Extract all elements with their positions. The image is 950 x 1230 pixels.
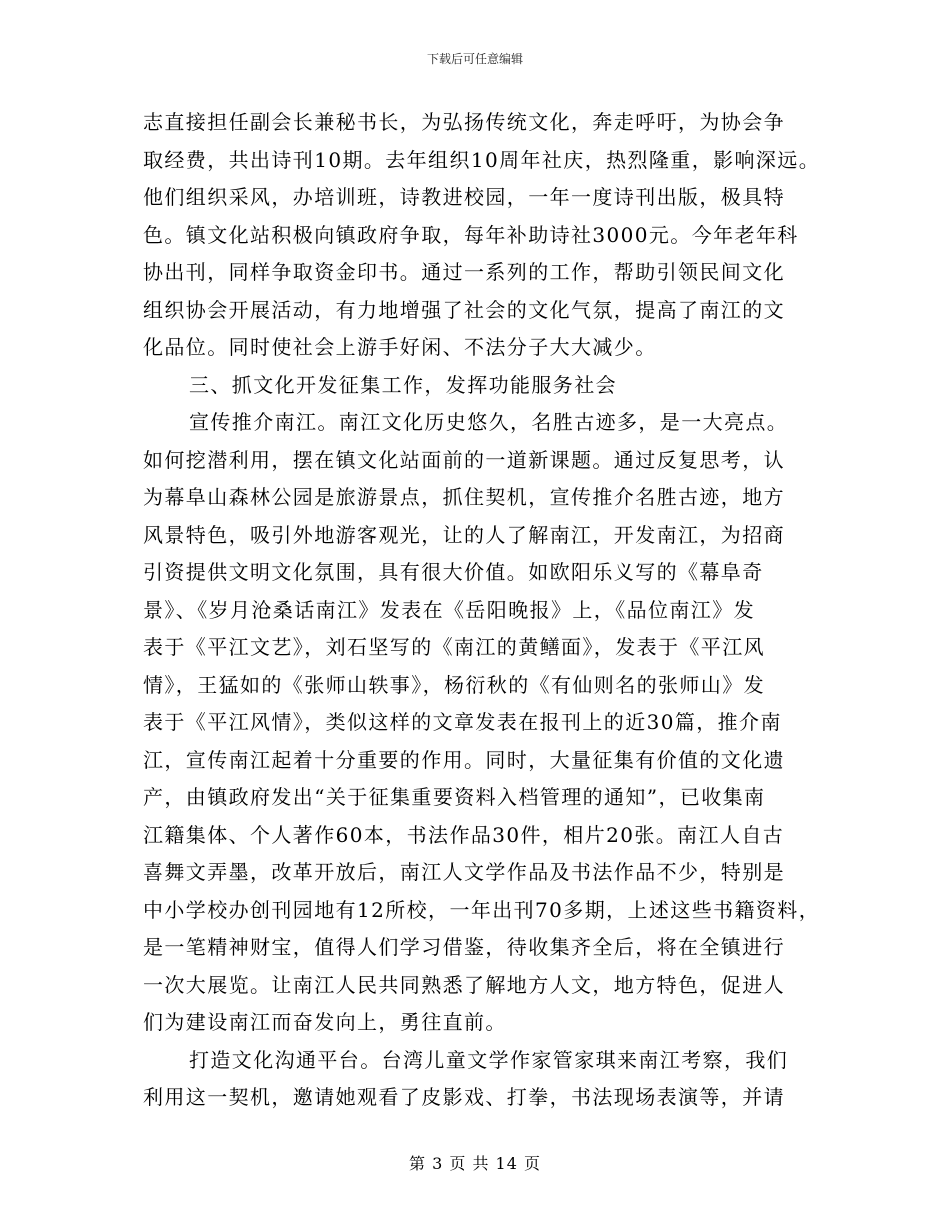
text-line: 利用这一契机，邀请她观看了皮影戏、打拳，书法现场表演等，并请 <box>143 1085 785 1109</box>
text-line: 产，由镇政府发出“关于征集重要资料入档管理的通知”，已收集南 <box>143 785 766 809</box>
text-line: 喜舞文弄墨，改革开放后，南江人文学作品及书法作品不少，特别是 <box>143 860 785 884</box>
text-line: 是一笔精神财宝，值得人们学习借鉴，待收集齐全后，将在全镇进行 <box>143 935 785 959</box>
text-line: 们为建设南江而奋发向上，勇往直前。 <box>143 1010 507 1034</box>
text-line: 江，宣传南江起着十分重要的作用。同时，大量征集有价值的文化遗 <box>143 747 785 772</box>
text-line: 协出刊，同样争取资金印书。通过一系列的工作，帮助引领民间文化 <box>143 260 785 284</box>
text-line: 情》，王猛如的《张师山轶事》，杨衍秋的《有仙则名的张师山》发 <box>143 672 765 697</box>
text-line: 为幕阜山森林公园是旅游景点，抓住契机，宣传推介名胜古迹，地方 <box>143 485 785 509</box>
text-line: 三、抓文化开发征集工作，发挥功能服务社会 <box>189 372 617 397</box>
text-line: 表于《平江风情》，类似这样的文章发表在报刊上的近30篇，推介南 <box>143 710 782 734</box>
text-line: 表于《平江文艺》，刘石坚写的《南江的黄鳝面》，发表于《平江风 <box>143 635 765 659</box>
page-header: 下载后可任意编辑 <box>426 52 523 66</box>
text-line: 景》、《岁月沧桑话南江》发表在《岳阳晚报》上，《品位南江》发 <box>143 597 755 622</box>
text-line: 如何挖潜利用，摆在镇文化站面前的一道新课题。通过反复思考，认 <box>143 447 785 472</box>
text-line: 宣传推介南江。南江文化历史悠久，名胜古迹多，是一大亮点。 <box>189 410 789 434</box>
document-body <box>143 104 843 1117</box>
page-number-footer: 第 3 页 共 14 页 <box>409 1154 541 1173</box>
text-line: 引资提供文明文化氛围，具有很大价值。如欧阳乐义写的《幕阜奇 <box>143 560 764 584</box>
text-line: 志直接担任副会长兼秘书长，为弘扬传统文化，奔走呼吁，为协会争 <box>143 110 785 134</box>
text-line: 江籍集体、个人著作60本，书法作品30件，相片20张。南江人自古 <box>143 822 785 847</box>
text-line: 风景特色，吸引外地游客观光，让的人了解南江，开发南江，为招商 <box>143 522 785 547</box>
text-line: 取经费，共出诗刊10期。去年组织10周年社庆，热烈隆重，影响深远。 <box>143 147 821 172</box>
text-line: 组织协会开展活动，有力地增强了社会的文化气氛，提高了南江的文 <box>143 297 785 322</box>
text-line: 色。镇文化站积极向镇政府争取，每年补助诗社3000元。今年老年科 <box>143 222 799 247</box>
text-line: 化品位。同时使社会上游手好闲、不法分子大大减少。 <box>143 335 657 359</box>
text-line: 一次大展览。让南江人民共同熟悉了解地方人文，地方特色，促进人 <box>143 972 785 997</box>
text-line: 中小学校办创刊园地有12所校，一年出刊70多期，上述这些书籍资料， <box>143 897 821 922</box>
text-line: 他们组织采风，办培训班，诗教进校园，一年一度诗刊出版，极具特 <box>143 185 785 209</box>
text-line: 打造文化沟通平台。台湾儿童文学作家管家琪来南江考察，我们 <box>189 1047 789 1072</box>
